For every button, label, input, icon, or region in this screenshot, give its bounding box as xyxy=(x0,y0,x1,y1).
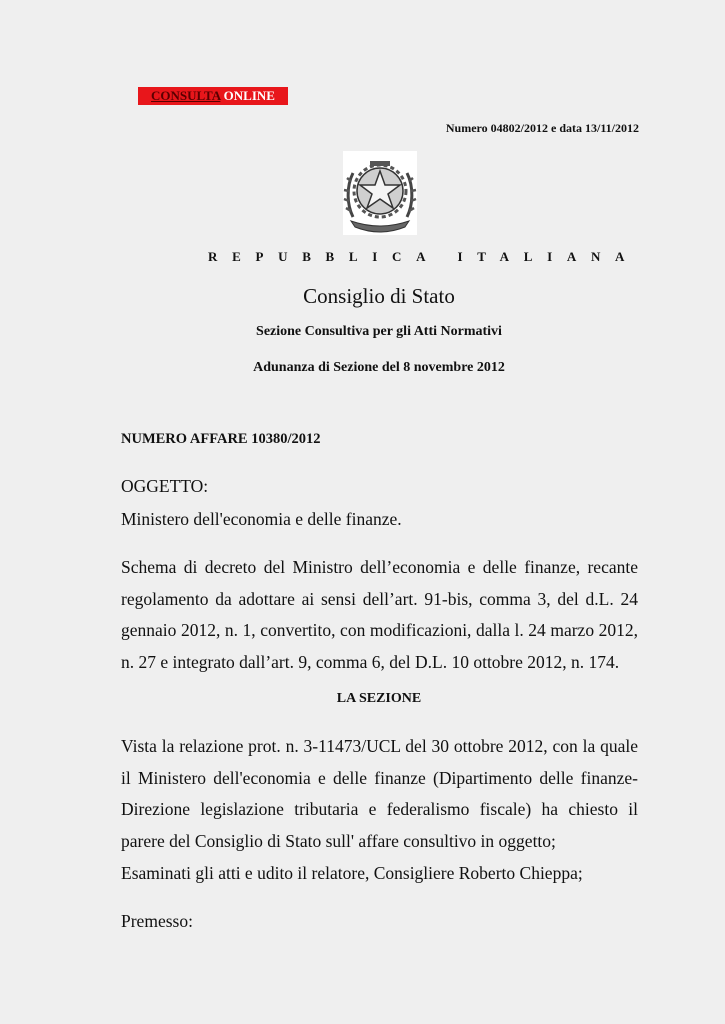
institution-title: Consiglio di Stato xyxy=(303,284,455,308)
consulta-online-badge[interactable] xyxy=(138,87,288,105)
session-subtitle: Adunanza di Sezione del 8 novembre 2012 xyxy=(253,360,505,375)
section-heading: LA SEZIONE xyxy=(336,691,422,706)
subject-ministry: Ministero dell'economia e delle finanze. xyxy=(121,509,402,529)
badge-text-consulta[interactable]: CONSULTA xyxy=(151,88,221,103)
esaminati-line: Esaminati gli atti e udito il relatore, Consigliere Roberto Chieppa; xyxy=(121,863,583,883)
subject-label: OGGETTO: xyxy=(121,476,209,496)
subject-paragraph: Schema di decreto del Ministro dell’economia e delle finanze, recante regolamento da adottare ai sensi dell’art. 91-bis, comma 3, del d.L. 24 gennaio 2012, n. 1, convertito, con modificazioni, dalla l. 24 marzo 2012, n. 27 e integrato dall’art. 9, comma 6, del D.L. 10 ottobre 2012, n. 174. xyxy=(121,557,638,672)
case-number: NUMERO AFFARE 10380/2012 xyxy=(121,431,321,447)
premesso-line: Premesso: xyxy=(121,911,193,931)
badge-text-online: ONLINE xyxy=(220,88,275,103)
republic-heading: REPUBBLICA ITALIANA xyxy=(208,249,640,264)
italian-republic-emblem-icon xyxy=(343,151,417,235)
protocol-number: Numero 04802/2012 e data 13/11/2012 xyxy=(445,121,639,135)
section-subtitle: Sezione Consultiva per gli Atti Normativi xyxy=(256,324,502,339)
vista-paragraph: Vista la relazione prot. n. 3-11473/UCL del 30 ottobre 2012, con la quale il Ministero dell'economia e delle finanze (Dipartimento delle finanze-Direzione legislazione tributaria e federalismo fiscale) ha chiesto il parere del Consiglio di Stato sull' affare consultivo in oggetto; xyxy=(121,736,638,851)
